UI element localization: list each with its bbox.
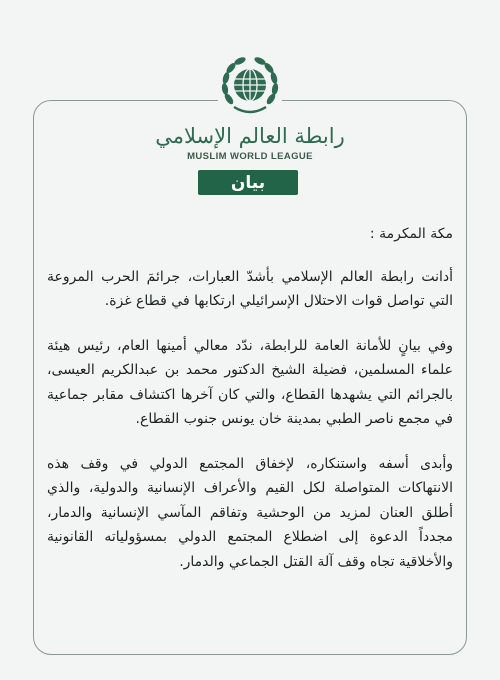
- org-name-english: MUSLIM WORLD LEAGUE: [187, 151, 313, 162]
- logo: [218, 55, 282, 125]
- paragraph-3: وأبدى أسفه واستنكاره، لإخفاق المجتمع الدولي في وقف هذه الانتهاكات المتواصلة لكل القيم والأعراف الإنسانية والدولية، والذي أطلق العنان لمزيد من الوحشية وتفاقم المآسي الإنسانية والدمار، مجدداً الدعوة إلى اضطلاع المجتمع الدولي بمسؤولياته القانونية والأخلاقية تجاه وقف آلة القتل الجماعي والدمار.: [47, 455, 453, 570]
- statement-banner: بيان: [198, 170, 298, 195]
- globe-wreath-icon: [220, 55, 280, 121]
- org-name-arabic: رابطة العالم الإسلامي: [150, 124, 350, 148]
- paragraph-1: أدانت رابطة العالم الإسلامي بأشدّ العبارات، جرائمَ الحرب المروعة التي تواصل قوات الاحتلال الإسرائيلي ارتكابها في قطاع غزة.: [47, 268, 453, 309]
- dateline: مكة المكرمة :: [369, 226, 453, 242]
- paragraph-2: وفي بيانٍ للأمانة العامة للرابطة، ندّد معالي أمينها العام، رئيس هيئة علماء المسلمين، فضيلة الشيخ الدكتور محمد بن عبدالكريم العيسى، بالجرائم التي يشهدها القطاع، والتي كان آخرها اكتشاف مقابر جماعية في مجمع ناصر الطبي بمدينة خان يونس جنوب القطاع.: [47, 337, 453, 427]
- statement-body: [47, 222, 453, 594]
